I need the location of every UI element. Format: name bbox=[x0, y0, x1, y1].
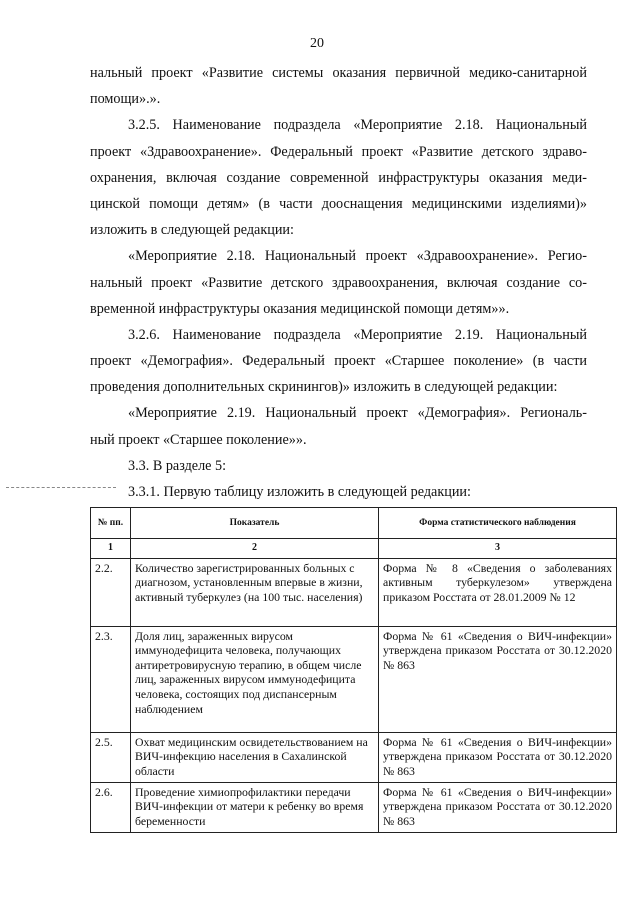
column-number-3: 3 bbox=[379, 539, 617, 559]
text-line: проведения дополнительных скринингов)» изложить в следующей редакции: bbox=[90, 379, 558, 396]
text-line: изложить в следующей редакции: bbox=[90, 222, 294, 239]
text-line: «Мероприятие 2.18. Национальный проект «Здравоохранение». Регио- bbox=[128, 248, 587, 265]
row-indicator: Количество зарегистрированных больных с диагнозом, установленным впервые в жизни, активный туберкулез (на 100 тыс. населения) bbox=[131, 558, 379, 626]
row-indicator: Охват медицинским освидетельствованием на ВИЧ-инфекцию населения в Сахалинской области bbox=[131, 732, 379, 782]
row-form: Форма № 8 «Сведения о заболеваниях активным туберкулезом» утверждена приказом Росстата от 28.01.2009 № 12 bbox=[379, 558, 617, 626]
text-line: охранения, включая создание современной инфраструктуры оказания меди- bbox=[90, 169, 587, 186]
header-indicator: Показатель bbox=[131, 508, 379, 539]
table-header-row bbox=[91, 508, 617, 539]
column-numbers-row bbox=[91, 539, 617, 559]
text-line: «Мероприятие 2.19. Национальный проект «Демография». Региональ- bbox=[128, 405, 587, 422]
header-form: Форма статистического наблюдения bbox=[379, 508, 617, 539]
text-line: 3.2.5. Наименование подраздела «Мероприятие 2.18. Национальный bbox=[128, 117, 587, 134]
scan-dash-mark bbox=[6, 487, 116, 488]
indicators-table bbox=[90, 507, 617, 833]
text-line: проект «Здравоохранение». Федеральный проект «Развитие детского здраво- bbox=[90, 143, 587, 160]
text-line: ный проект «Старшее поколение»». bbox=[90, 431, 307, 448]
text-line: временной инфраструктуры оказания медицинской помощи детям»». bbox=[90, 300, 510, 317]
row-form: Форма № 61 «Сведения о ВИЧ-инфекции» утверждена приказом Росстата от 30.12.2020 № 863 bbox=[379, 782, 617, 832]
table-row bbox=[91, 782, 617, 832]
row-form: Форма № 61 «Сведения о ВИЧ-инфекции» утверждена приказом Росстата от 30.12.2020 № 863 bbox=[379, 732, 617, 782]
column-number-2: 2 bbox=[131, 539, 379, 559]
text-line: нальный проект «Развитие детского здравоохранения, включая создание со- bbox=[90, 274, 587, 291]
table-row bbox=[91, 732, 617, 782]
header-number: № пп. bbox=[91, 508, 131, 539]
row-indicator: Проведение химиопрофилактики передачи ВИЧ-инфекции от матери к ребенку во время беременности bbox=[131, 782, 379, 832]
text-line: проект «Демография». Федеральный проект «Старшее поколение» (в части bbox=[90, 353, 587, 370]
row-indicator: Доля лиц, зараженных вирусом иммунодефицита человека, получающих антиретровирусную терапию, в общем числе лиц, зараженных вирусом иммунодефицита человека, состоящих под диспансерным наблюдением bbox=[131, 626, 379, 732]
text-line: помощи».». bbox=[90, 91, 161, 108]
text-line: 3.3.1. Первую таблицу изложить в следующей редакции: bbox=[128, 484, 471, 500]
row-number: 2.2. bbox=[91, 558, 131, 626]
table-row bbox=[91, 626, 617, 732]
table-row bbox=[91, 558, 617, 626]
row-number: 2.6. bbox=[91, 782, 131, 832]
text-line: 3.2.6. Наименование подраздела «Мероприятие 2.19. Национальный bbox=[128, 326, 587, 343]
text-line: нальный проект «Развитие системы оказания первичной медико-санитарной bbox=[90, 65, 587, 81]
text-line: цинской помощи детям» (в части дооснащения медицинскими изделиями)» bbox=[90, 195, 587, 212]
page-number: 20 bbox=[310, 36, 324, 51]
row-form: Форма № 61 «Сведения о ВИЧ-инфекции» утверждена приказом Росстата от 30.12.2020 № 863 bbox=[379, 626, 617, 732]
row-number: 2.5. bbox=[91, 732, 131, 782]
body-text bbox=[90, 60, 587, 505]
text-line: 3.3. В разделе 5: bbox=[128, 457, 227, 474]
column-number-1: 1 bbox=[91, 539, 131, 559]
row-number: 2.3. bbox=[91, 626, 131, 732]
